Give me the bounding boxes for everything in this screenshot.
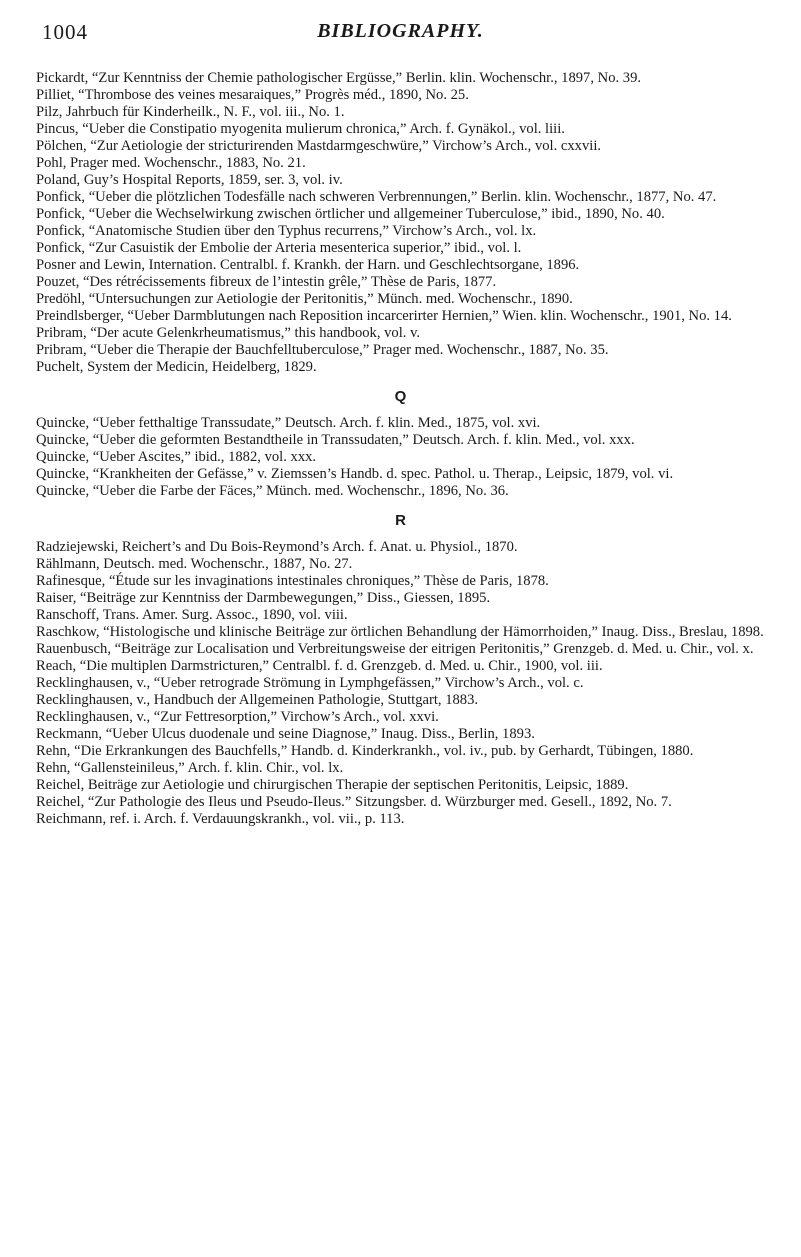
bibliography-entry: Recklinghausen, v., “Ueber retrograde Strömung in Lymphgefässen,” Virchow’s Arch., vol. c. [36,675,584,691]
section-letter-heading: Q [394,388,407,405]
bibliography-entry: Reichel, Beiträge zur Aetiologie und chirurgischen Therapie der septischen Peritonitis, Leipsic, 1889. [36,777,629,793]
bibliography-entry: Rählmann, Deutsch. med. Wochenschr., 1887, No. 27. [36,556,353,572]
page-header [36,20,765,70]
bibliography-entry: Radziejewski, Reichert’s and Du Bois-Reymond’s Arch. f. Anat. u. Physiol., 1870. [36,539,518,555]
section-letter-heading: R [395,512,406,529]
bibliography-entry: Posner and Lewin, Internation. Centralbl. f. Krankh. der Harn. und Geschlechtsorgane, 1896. [36,257,580,273]
bibliography-entry: Pohl, Prager med. Wochenschr., 1883, No. 21. [36,155,306,171]
bibliography-entry: Recklinghausen, v., Handbuch der Allgemeinen Pathologie, Stuttgart, 1883. [36,692,479,708]
running-head: BIBLIOGRAPHY. [317,20,484,42]
bibliography-entry: Reichel, “Zur Pathologie des Ileus und Pseudo-Ileus.” Sitzungsber. d. Würzburger med. Gesell., 1892, No. 7. [36,794,672,810]
bibliography-section-r [36,512,765,828]
page-number: 1004 [42,20,88,44]
bibliography-entry: Pribram, “Ueber die Therapie der Bauchfelltuberculose,” Prager med. Wochenschr., 1887, No. 35. [36,342,609,358]
bibliography-entry: Ranschoff, Trans. Amer. Surg. Assoc., 1890, vol. viii. [36,607,348,623]
bibliography-entry: Pouzet, “Des rétrécissements fibreux de l’intestin grêle,” Thèse de Paris, 1877. [36,274,497,290]
bibliography-entry: Pickardt, “Zur Kenntniss der Chemie pathologischer Ergüsse,” Berlin. klin. Wochenschr., 1897, No. 39. [36,70,642,86]
bibliography-entry: Pölchen, “Zur Aetiologie der stricturirenden Mastdarmgeschwüre,” Virchow’s Arch., vol. cxxvii. [36,138,602,154]
bibliography-entry: Reckmann, “Ueber Ulcus duodenale und seine Diagnose,” Inaug. Diss., Berlin, 1893. [36,726,535,742]
bibliography-entry: Pilliet, “Thrombose des veines mesaraiques,” Progrès méd., 1890, No. 25. [36,87,469,103]
bibliography-entry: Quincke, “Ueber die Farbe der Fäces,” Münch. med. Wochenschr., 1896, No. 36. [36,483,509,499]
bibliography-entry: Reach, “Die multiplen Darmstricturen,” Centralbl. f. d. Grenzgeb. d. Med. u. Chir., 1900, vol. iii. [36,658,603,674]
bibliography-entry: Raschkow, “Histologische und klinische Beiträge zur örtlichen Behandlung der Hämorrhoiden,” Inaug. Diss., Breslau, 1898. [36,624,764,640]
bibliography-entry: Rehn, “Die Erkrankungen des Bauchfells,” Handb. d. Kinderkrankh., vol. iv., pub. by Gerhardt, Tübingen, 1880. [36,743,694,759]
bibliography-entry: Ponfick, “Zur Casuistik der Embolie der Arteria mesenterica superior,” ibid., vol. l. [36,240,522,256]
bibliography-section-p [36,70,765,376]
bibliography-entry: Reichmann, ref. i. Arch. f. Verdauungskrankh., vol. vii., p. 113. [36,811,405,827]
bibliography-entry: Quincke, “Krankheiten der Gefässe,” v. Ziemssen’s Handb. d. spec. Pathol. u. Therap., Leipsic, 1879, vol. vi. [36,466,674,482]
bibliography-entry: Rafinesque, “Étude sur les invaginations intestinales chroniques,” Thèse de Paris, 1878. [36,573,549,589]
bibliography-entry: Recklinghausen, v., “Zur Fettresorption,” Virchow’s Arch., vol. xxvi. [36,709,439,725]
bibliography-entry: Quincke, “Ueber die geformten Bestandtheile in Transsudaten,” Deutsch. Arch. f. klin. Med., vol. xxx. [36,432,635,448]
bibliography-entry: Puchelt, System der Medicin, Heidelberg, 1829. [36,359,317,375]
bibliography-entry: Pincus, “Ueber die Constipatio myogenita mulierum chronica,” Arch. f. Gynäkol., vol. liii. [36,121,565,137]
bibliography-entry: Predöhl, “Untersuchungen zur Aetiologie der Peritonitis,” Münch. med. Wochenschr., 1890. [36,291,573,307]
bibliography-entry: Preindlsberger, “Ueber Darmblutungen nach Reposition incarcerirter Hernien,” Wien. klin. Wochenschr., 1901, No. 14. [36,308,732,324]
bibliography-entry: Rehn, “Gallensteinileus,” Arch. f. klin. Chir., vol. lx. [36,760,344,776]
bibliography-entry: Quincke, “Ueber fetthaltige Transsudate,” Deutsch. Arch. f. klin. Med., 1875, vol. xvi. [36,415,541,431]
bibliography-entry: Ponfick, “Anatomische Studien über den Typhus recurrens,” Virchow’s Arch., vol. lx. [36,223,537,239]
bibliography-entry: Rauenbusch, “Beiträge zur Localisation und Verbreitungsweise der eitrigen Peritonitis,” Grenzgeb. d. Med. u. Chir., vol. x. [36,641,754,657]
bibliography-entry: Poland, Guy’s Hospital Reports, 1859, ser. 3, vol. iv. [36,172,343,188]
bibliography-entry: Quincke, “Ueber Ascites,” ibid., 1882, vol. xxx. [36,449,317,465]
bibliography-entry: Ponfick, “Ueber die Wechselwirkung zwischen örtlicher und allgemeiner Tuberculose,” ibid., 1890, No. 40. [36,206,665,222]
bibliography-entry: Pribram, “Der acute Gelenkrheumatismus,” this handbook, vol. v. [36,325,421,341]
bibliography-entry: Ponfick, “Ueber die plötzlichen Todesfälle nach schweren Verbrennungen,” Berlin. klin. Wochenschr., 1877, No. 47. [36,189,717,205]
bibliography-entry: Pilz, Jahrbuch für Kinderheilk., N. F., vol. iii., No. 1. [36,104,345,120]
bibliography-entry: Raiser, “Beiträge zur Kenntniss der Darmbewegungen,” Diss., Giessen, 1895. [36,590,491,606]
bibliography-section-q [36,388,765,500]
